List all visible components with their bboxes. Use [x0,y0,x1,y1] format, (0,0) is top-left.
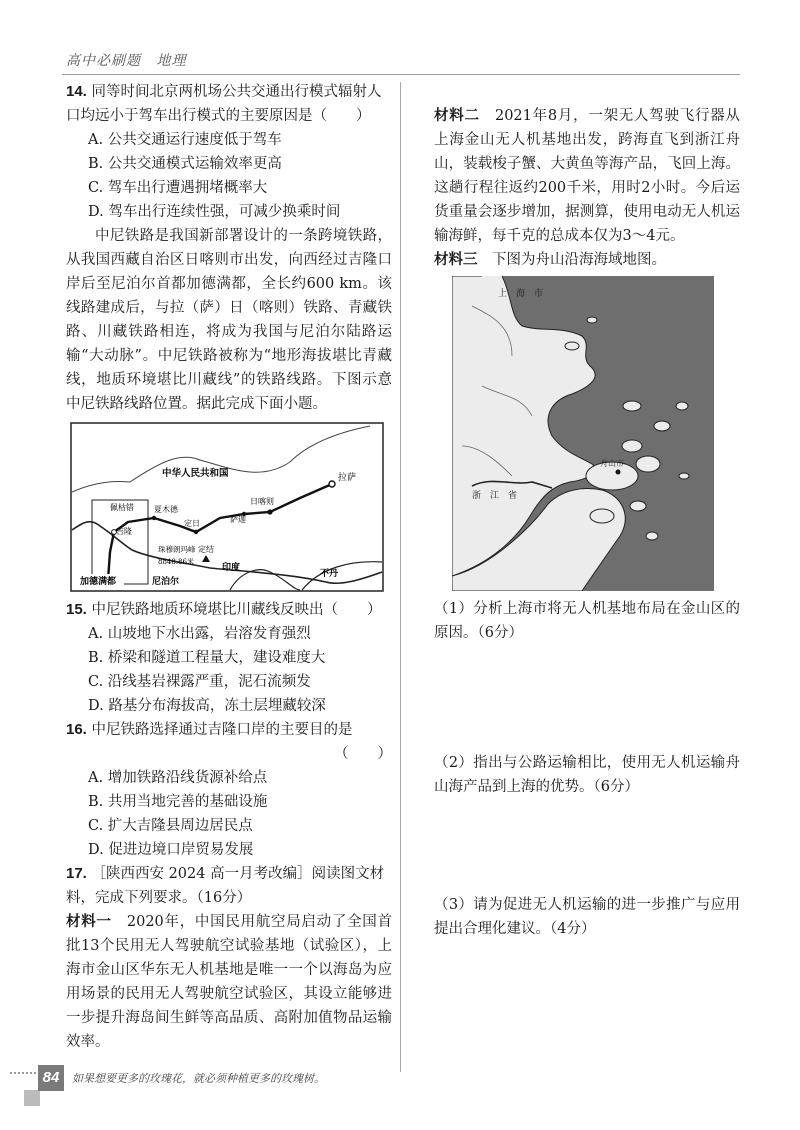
left-column [66,80,392,1054]
q15-option-a: A. 山坡地下水出露，岩溶发育强烈 [88,626,311,642]
question-17-intro [66,862,392,1054]
material-1-text: 2020年，中国民用航空局启动了全国首批13个民用无人驾驶航空试验基地（试验区），上海市金山区华东无人机基地是唯一一个以海岛为应用场景的民用无人驾驶航空试验区，其设立能够进一步提升海岛间生鲜等高品质、高附加值物品运输效率。 [66,914,393,1050]
map2-zhejiang-label: 浙 江 省 [472,491,518,501]
map1-everest: 珠穆朗玛峰 [158,545,196,554]
railway-passage: 中尼铁路是我国新部署设计的一条跨境铁路，从我国西藏自治区日喀则市出发，向西经过吉隆口岸后至尼泊尔首都加德满都，全长约600 km。该线路建成后，与拉（萨）日（喀则）铁路、青藏铁路、川藏铁路相连，将成为我国与尼泊尔陆路运输“大动脉”。中尼铁路被称为“地形海拔堪比青藏线，地质环境堪比川藏线”的铁路线路。下图示意中尼铁路线路位置。据此完成下面小题。 [66,228,392,412]
material-2-text: 2021年8月，一架无人驾驶飞行器从上海金山无人机基地出发，跨海直飞到浙江舟山，装载梭子蟹、大黄鱼等海产品，飞回上海。这趟行程往返约200千米，用时2小时。今后运货重量会逐步增加，据测算，使用电动无人机运输海鲜，每千克的总成本仅为3～4元。 [434,108,741,244]
map1-city-sakya: 萨迦 [230,515,246,524]
map1-city-lhasa: 拉萨 [338,473,357,483]
column-divider [400,82,401,1072]
footer-motto: 如果想要更多的玫瑰花，就必须种植更多的玫瑰树。 [72,1072,325,1085]
q16-stem: 中尼铁路选择通过吉隆口岸的主要目的是 [91,722,353,738]
right-column [434,80,740,941]
subquestion-1: （1）分析上海市将无人机基地布局在金山区的原因。（6分） [434,601,740,641]
q16-option-b: B. 共用当地完善的基础设施 [88,794,268,810]
q17-number: 17. [66,865,87,882]
map1-country-label: 中华人民共和国 [162,468,229,479]
footer-decoration [10,1072,36,1084]
q14-number: 14. [66,83,87,100]
material-1-label: 材料一 [66,914,112,930]
zhoushan-city-marker [616,470,621,475]
china-nepal-railway-map [70,422,384,592]
map2-zhoushan-label: 舟山市 [600,459,624,468]
q15-option-c: C. 沿线基岩裸露严重，泥石流频发 [88,674,311,690]
q14-option-d: D. 驾车出行连续性强，可减少换乘时间 [88,204,341,220]
q15-number: 15. [66,601,87,618]
question-14 [66,80,392,224]
map2-shanghai-label: 上 海 市 [498,289,544,299]
map1-city-shigatse: 日喀则 [250,497,274,506]
subject-title: 地理 [156,53,187,69]
footer-box [24,1090,40,1106]
subquestion-2: （2）指出与公路运输相比，使用无人机运输舟山海产品到上海的优势。（6分） [434,755,740,795]
q14-option-b: B. 公共交通模式运输效率更高 [88,156,282,172]
q16-option-d: D. 促进边境口岸贸易发展 [88,842,254,858]
q14-option-a: A. 公共交通运行速度低于驾车 [88,132,282,148]
material-3-text: 下图为舟山沿海海域地图。 [492,252,666,268]
q16-option-a: A. 增加铁路沿线货源补给点 [88,770,268,786]
q16-number: 16. [66,721,87,738]
q16-option-c: C. 扩大吉隆县周边居民点 [88,818,253,834]
book-title: 高中必刷题 [66,53,141,69]
map1-city-kathmandu: 加德满都 [80,577,117,587]
page-number: 84 [38,1065,64,1091]
map1-bhutan-label: 不丹 [320,569,339,579]
subquestion-3: （3）请为促进无人机运输的进一步推广与应用提出合理化建议。（4分） [434,897,740,937]
q17-stem: ［陕西西安 2024 高一月考改编］阅读图文材料，完成下列要求。（16分） [66,866,385,906]
question-15 [66,598,392,718]
map1-city-gyirong: 吉隆 [116,527,132,536]
header-rule [62,74,740,75]
question-16 [66,718,392,862]
q15-option-d: D. 路基分布海拔高，冻土层埋藏较深 [88,698,326,714]
map1-city-xiamude: 夏木德 [154,505,178,514]
zhoushan-coastal-map [452,276,714,591]
q14-stem: 同等时间北京两机场公共交通出行模式辐射人口均远小于驾车出行模式的主要原因是（ ） [66,84,382,124]
page-header [66,50,196,70]
material-3-label: 材料三 [434,252,478,268]
map1-everest-height: 8848.86米 [158,558,194,566]
q15-option-b: B. 桥梁和隧道工程量大，建设难度大 [88,650,326,666]
map1-lake-paikucuo: 佩枯错 [110,503,134,512]
map1-india-label: 印度 [222,563,241,573]
q15-stem: 中尼铁路地质环境堪比川藏线反映出（ ） [91,602,382,618]
map1-city-tingri: 定日 [184,519,200,528]
q14-option-c: C. 驾车出行遭遇拥堵概率大 [88,180,268,196]
map1-city-dingjie: 定结 [198,545,214,554]
material-2-label: 材料二 [434,108,480,124]
map1-nepal-label: 尼泊尔 [152,577,180,587]
q16-answer-paren: （ ） [334,746,392,762]
